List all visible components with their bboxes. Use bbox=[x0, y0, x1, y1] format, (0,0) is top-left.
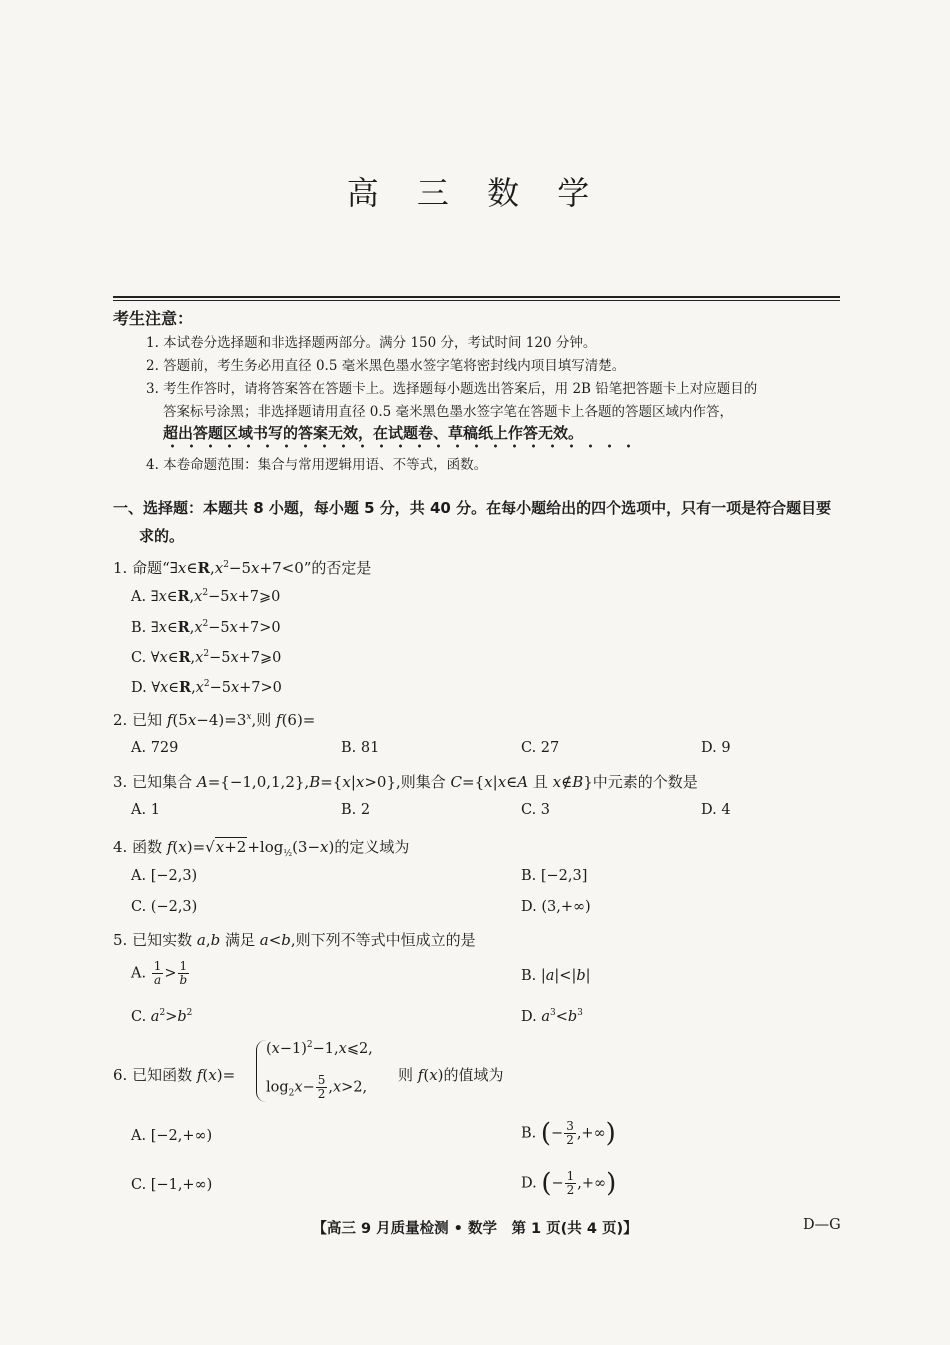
q5-option-a: A. $\frac{1}{a}$ > $\frac{1}{b}$ bbox=[131, 959, 188, 987]
q3-option-c: C. 3 bbox=[521, 802, 551, 818]
q1-option-c: C. $\forall x\in R,x^2-5x+7⩾0$ bbox=[131, 649, 282, 666]
piecewise-case-1: $(x-1)^2-1,x⩽2$, bbox=[266, 1040, 373, 1057]
notice-item-1: 1. 本试卷分选择题和非选择题两部分。满分 150 分，考试时间 120 分钟。 bbox=[146, 335, 597, 351]
question-2: 2. 已知 $f(5x-4)=3^x$,则 f(6)= bbox=[113, 711, 316, 729]
q1-option-a: A. $\exists x\in R,x^2-5x+7⩾0$ bbox=[131, 588, 281, 605]
question-6: 6. 已知函数 f(x)= bbox=[113, 1066, 236, 1084]
q4-option-d: D. (3,+∞) bbox=[521, 899, 591, 915]
q6-option-d: D. (− $\frac{1}{2}$ ,+∞) bbox=[521, 1168, 617, 1199]
q5-option-b: B. |a|<|b| bbox=[521, 968, 591, 984]
question-3: 3. 已知集合 A={−1,0,1,2},B={x|x>0},则集合 C={x|x∈A 且 x∉B}中元素的个数是 bbox=[113, 773, 698, 791]
q5-option-d: D. $a^3<b^3$ bbox=[521, 1008, 583, 1025]
section-heading-cont: 求的。 bbox=[139, 527, 185, 545]
divider bbox=[113, 296, 840, 298]
question-1: 1. 命题“$\exists x\in R,x^2-5x+7<0$”的否定是 bbox=[113, 559, 372, 577]
q2-option-d: D. 9 bbox=[701, 740, 731, 756]
q4-option-c: C. (−2,3) bbox=[131, 899, 198, 915]
piecewise-case-2: $\log_2x-$ $\frac{5}{2}$ ,x>2, bbox=[266, 1073, 368, 1101]
notice-warning: 超出答题区域书写的答案无效，在试题卷、草稿纸上作答无效。 bbox=[163, 424, 584, 442]
q2-option-c: C. 27 bbox=[521, 740, 560, 756]
q4-option-a: A. [−2,3) bbox=[131, 868, 198, 884]
question-6-cont: 则 f(x)的值域为 bbox=[398, 1066, 504, 1084]
piecewise-brace bbox=[256, 1040, 266, 1102]
q3-option-d: D. 4 bbox=[701, 802, 731, 818]
q3-option-a: A. 1 bbox=[131, 802, 160, 818]
q6-option-a: A. [−2,+∞) bbox=[131, 1128, 213, 1144]
q1-option-d: D. $\forall x\in R,x^2-5x+7>0$ bbox=[131, 679, 282, 696]
page-footer: 【高三 9 月质量检测 • 数学 第 1 页(共 4 页)】 bbox=[312, 1221, 638, 1237]
notice-heading: 考生注意： bbox=[113, 309, 194, 328]
q5-option-c: C. $a^2>b^2$ bbox=[131, 1008, 193, 1025]
notice-item-3-cont: 答案标号涂黑；非选择题请用直径 0.5 毫米黑色墨水签字笔在答题卡上各题的答题区域内作答， bbox=[163, 404, 734, 420]
q1-option-b: B. $\exists x\in R,x^2-5x+7>0$ bbox=[131, 619, 281, 636]
question-4: 4. 函数 $f(x)=√x+2+\log_{\frac{1}{2}}(3-x)$的定义域为 bbox=[113, 838, 410, 859]
paper-code: D—G bbox=[803, 1217, 841, 1233]
q6-option-c: C. [−1,+∞) bbox=[131, 1177, 213, 1193]
q3-option-b: B. 2 bbox=[341, 802, 371, 818]
notice-item-3: 3. 考生作答时，请将答案答在答题卡上。选择题每小题选出答案后，用 2B 铅笔把答题卡上对应题目的 bbox=[146, 381, 758, 397]
notice-item-4: 4. 本卷命题范围：集合与常用逻辑用语、不等式，函数。 bbox=[146, 457, 488, 473]
q2-option-b: B. 81 bbox=[341, 740, 380, 756]
notice-item-2: 2. 答题前，考生务必用直径 0.5 毫米黑色墨水签字笔将密封线内项目填写清楚。 bbox=[146, 358, 626, 374]
emphasis-dots bbox=[163, 444, 633, 448]
page-title: 高 三 数 学 bbox=[346, 174, 604, 212]
q4-option-b: B. [−2,3] bbox=[521, 868, 588, 884]
q6-option-b: B. (− $\frac{3}{2}$ ,+∞) bbox=[521, 1118, 616, 1149]
divider bbox=[113, 300, 840, 301]
section-heading: 一、选择题：本题共 8 小题，每小题 5 分，共 40 分。在每小题给出的四个选项中，只有一项是符合题目要 bbox=[113, 499, 832, 517]
q2-option-a: A. 729 bbox=[131, 740, 179, 756]
question-5: 5. 已知实数 a,b 满足 a<b,则下列不等式中恒成立的是 bbox=[113, 931, 476, 949]
